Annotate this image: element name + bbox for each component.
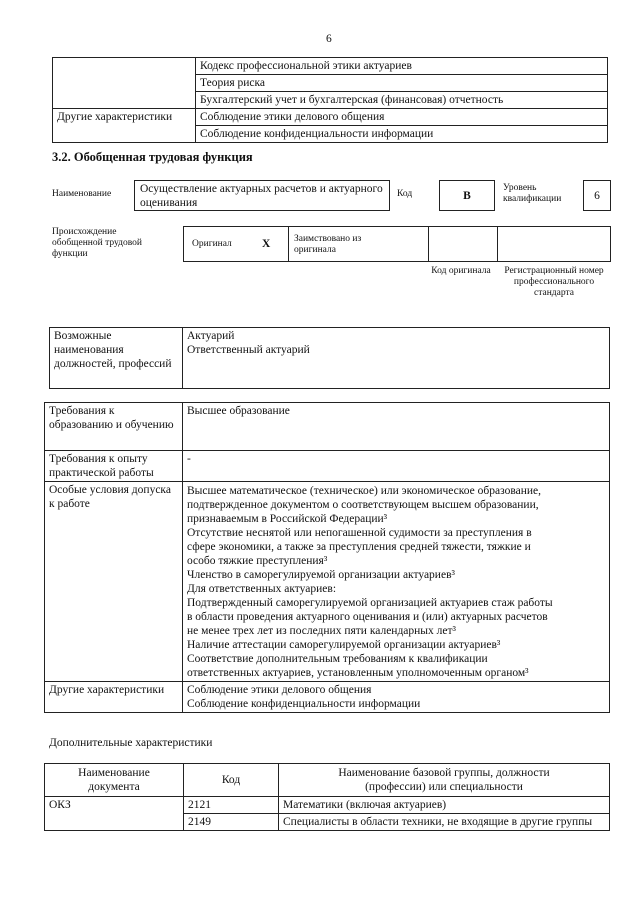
header-name: Наименование базовой группы, должности (профессии) или специальности	[279, 764, 610, 797]
text-line: ответственных актуариев, установленным уполномоченным органом³	[187, 667, 529, 679]
additional-title: Дополнительные характеристики	[49, 737, 213, 749]
table-row	[45, 451, 610, 482]
text-line: Для ответственных актуариев:	[187, 583, 337, 595]
doc-cell: ОКЗ	[45, 797, 184, 831]
text-line: Высшее математическое (техническое) или экономическое образование,	[187, 485, 541, 497]
function-name-box	[134, 180, 390, 211]
text-line: Подтвержденный саморегулируемой организацией актуариев стаж работы	[187, 597, 553, 609]
level-label: Уровень квалификации	[503, 183, 562, 204]
level-box	[583, 180, 611, 211]
name-label: Наименование	[52, 189, 112, 199]
positions-values	[183, 328, 610, 389]
education-label: Требования к образованию и обучению	[45, 403, 183, 451]
positions-label: Возможные наименования должностей, профессий	[50, 328, 183, 389]
additional-table	[44, 763, 610, 831]
section-title: 3.2. Обобщенная трудовая функция	[52, 150, 253, 164]
origin-label: Происхождение обобщенной трудовой функции	[52, 227, 142, 259]
table-row	[45, 682, 610, 713]
code-value: B	[463, 190, 471, 202]
header-code: Код	[184, 764, 279, 797]
top-characteristics-table	[52, 57, 608, 143]
text-line: Соответствие дополнительным требованиям к квалификации	[187, 653, 488, 665]
level-value: 6	[594, 190, 600, 202]
text-line: Соблюдение конфиденциальности информации	[187, 698, 421, 710]
text-line: Наличие аттестации саморегулируемой организации актуариев³	[187, 639, 501, 651]
table-row	[45, 403, 610, 451]
text-line: не менее трех лет из последних пяти календарных лет³	[187, 625, 456, 637]
table-cell	[53, 58, 196, 109]
code-cell: 2121	[184, 797, 279, 814]
other-characteristics-value	[183, 682, 610, 713]
borrowed-label: Заимствовано из оригинала	[294, 234, 362, 255]
special-conditions-label: Особые условия допуска к работе	[45, 482, 183, 682]
text-line: Отсутствие неснятой или непогашенной судимости за преступления в	[187, 527, 532, 539]
table-row	[50, 328, 610, 389]
page-number: 6	[326, 33, 332, 45]
table-header-row	[45, 764, 610, 797]
text-line: признаваемым в Российской Федерации³	[187, 513, 388, 525]
table-cell: Соблюдение конфиденциальности информации	[196, 126, 608, 143]
table-cell: Бухгалтерский учет и бухгалтерская (финансовая) отчетность	[196, 92, 608, 109]
table-row	[53, 58, 608, 75]
other-characteristics-label: Другие характеристики	[45, 682, 183, 713]
table-cell: Другие характеристики	[53, 109, 196, 143]
position-item: Актуарий	[187, 330, 235, 342]
name-cell: Специалисты в области техники, не входящие в другие группы	[279, 814, 610, 831]
table-cell: Теория риска	[196, 75, 608, 92]
code-cell: 2149	[184, 814, 279, 831]
special-conditions-value	[183, 482, 610, 682]
original-label: Оригинал	[192, 239, 232, 249]
text-line: подтвержденное документом о соответствующем высшем образовании,	[187, 499, 539, 511]
text-line: особо тяжкие преступления³	[187, 555, 328, 567]
table-cell: Кодекс профессиональной этики актуариев	[196, 58, 608, 75]
text-line: в области проведения актуарного оценивания и (или) актуарных расчетов	[187, 611, 548, 623]
text-line: Членство в саморегулируемой организации актуариев³	[187, 569, 455, 581]
code-label: Код	[397, 189, 413, 199]
experience-label: Требования к опыту практической работы	[45, 451, 183, 482]
code-box	[439, 180, 495, 211]
table-row	[45, 797, 610, 814]
origin-box	[183, 226, 611, 262]
function-name-value: Осуществление актуарных расчетов и актуарного оценивания	[140, 183, 383, 209]
table-cell: Соблюдение этики делового общения	[196, 109, 608, 126]
education-value: Высшее образование	[183, 403, 610, 451]
positions-table	[49, 327, 610, 389]
original-mark: X	[262, 238, 271, 250]
position-item: Ответственный актуарий	[187, 344, 310, 356]
requirements-table	[44, 402, 610, 713]
code-original-caption: Код оригинала	[431, 266, 491, 276]
name-cell: Математики (включая актуариев)	[279, 797, 610, 814]
experience-value: -	[183, 451, 610, 482]
registration-caption: Регистрационный номер профессионального стандарта	[504, 266, 604, 298]
text-line: Соблюдение этики делового общения	[187, 684, 372, 696]
header-document: Наименование документа	[45, 764, 184, 797]
table-row	[45, 482, 610, 682]
text-line: сфере экономики, а также за преступления средней тяжести, тяжкие и	[187, 541, 531, 553]
table-row	[53, 109, 608, 126]
